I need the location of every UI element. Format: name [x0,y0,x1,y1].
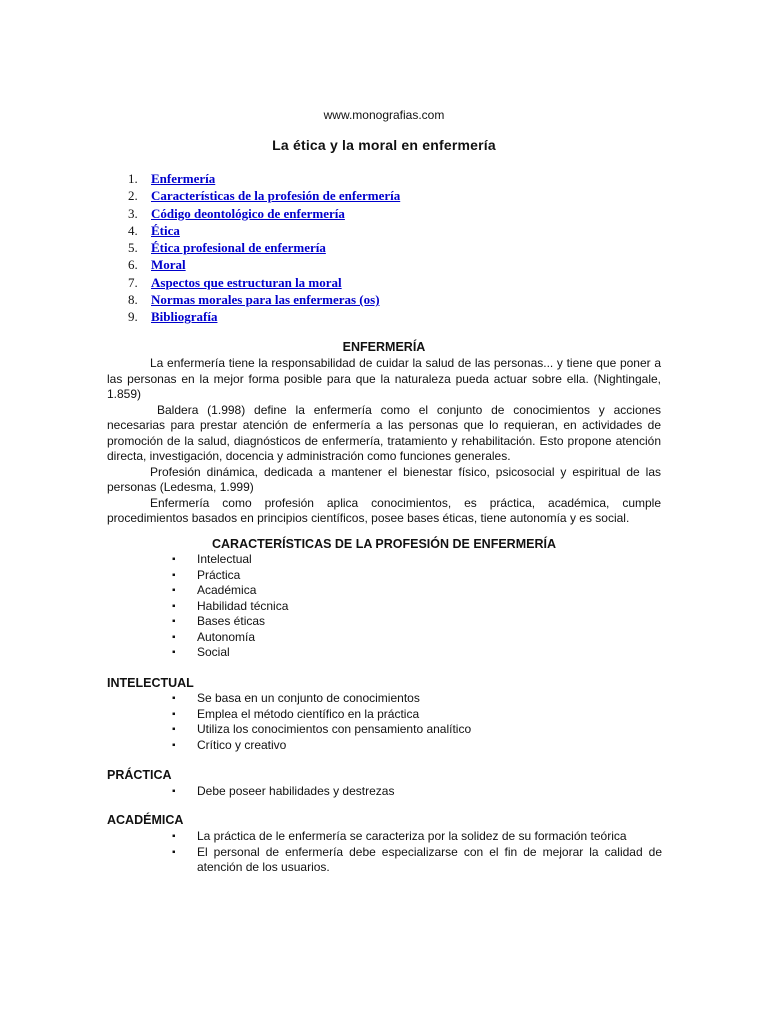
list-item: ▪ Intelectual [172,552,662,568]
toc-link-enfermeria[interactable]: Enfermería [151,171,216,186]
list-item: ▪ Social [172,645,662,661]
list-item: ▪ Académica [172,583,662,599]
section-heading-enfermeria: ENFERMERÍA [342,340,426,354]
list-item: ▪ Autonomía [172,630,662,646]
toc-link-codigo[interactable]: Código deontológico de enfermería [151,205,345,221]
toc-link-moral[interactable]: Moral [151,257,186,273]
paragraph: Baldera (1.998) define la enfermería como el conjunto de conocimientos y acciones necesarias para prestar atención de enfermería a las personas que lo requieran, en actividades de promoción de la salud, diagnósticos de enfermería, tratamiento y rehabilitación. Esto propone atención directa, investigación, docencia y administración como funciones generales. [107,402,661,463]
toc-item: 6. Moral [128,257,186,273]
toc-link-caracteristicas[interactable]: Características de la profesión de enfermería [151,188,401,204]
toc-item: 8. Normas morales para las enfermeras (os) [128,292,380,308]
toc-item: 3. Código deontológico de enfermería [128,205,345,221]
toc-link-aspectos[interactable]: Aspectos que estructuran la moral [151,274,342,290]
toc-link-bibliografia[interactable]: Bibliografía [151,309,218,325]
toc-item: 2. Características de la profesión de enfermería [128,188,401,204]
paragraph: La enfermería tiene la responsabilidad de cuidar la salud de las personas... y tiene que poner a las personas en la mejor forma posible para que la naturaleza pueda actuar sobre ella. (Nightingale, 1.859) [107,356,661,401]
toc-item: 7. Aspectos que estructuran la moral [128,274,342,290]
section-heading-practica: PRÁCTICA [107,768,172,782]
paragraph: Enfermería como profesión aplica conocimientos, es práctica, académica, cumple procedimientos basados en principios científicos, posee bases éticas, tiene autonomía y es social. [107,495,661,525]
caracteristicas-list [172,552,662,661]
list-item: ▪ La práctica de le enfermería se caracteriza por la solidez de su formación teórica [172,829,662,845]
list-item: ▪ Emplea el método científico en la práctica [172,707,662,723]
list-item: ▪ Crítico y creativo [172,738,662,754]
toc-item: 9. Bibliografía [128,309,218,325]
list-item: ▪ Bases éticas [172,614,662,630]
intelectual-list [172,691,662,753]
toc-link-normas[interactable]: Normas morales para las enfermeras (os) [151,292,380,308]
document-title: La ética y la moral en enfermería [272,137,496,153]
toc-item: 1. Enfermería [128,171,216,186]
practica-list [172,784,662,800]
list-item: ▪ Debe poseer habilidades y destrezas [172,784,662,800]
list-item: ▪ Habilidad técnica [172,599,662,615]
toc-link-etica[interactable]: Ética [151,222,180,238]
site-url: www.monografias.com [323,108,445,122]
paragraph: Profesión dinámica, dedicada a mantener el bienestar físico, psicosocial y espiritual de las personas (Ledesma, 1.999) [107,464,661,494]
enfermeria-body [107,356,661,527]
toc-item: 4. Ética [128,222,180,238]
list-item: ▪ Utiliza los conocimientos con pensamiento analítico [172,722,662,738]
list-item: ▪ Práctica [172,568,662,584]
toc-link-etica-profesional[interactable]: Ética profesional de enfermería [151,240,326,256]
list-item: ▪ El personal de enfermería debe especializarse con el fin de mejorar la calidad de atención de los usuarios. [172,845,662,876]
toc-item: 5. Ética profesional de enfermería [128,240,326,256]
section-heading-intelectual: INTELECTUAL [107,676,194,690]
section-heading-academica: ACADÉMICA [107,813,184,827]
list-item: ▪ Se basa en un conjunto de conocimientos [172,691,662,707]
table-of-contents [128,170,400,326]
section-heading-caracteristicas: CARACTERÍSTICAS DE LA PROFESIÓN DE ENFERMERÍA [211,537,556,551]
academica-list [172,829,662,876]
